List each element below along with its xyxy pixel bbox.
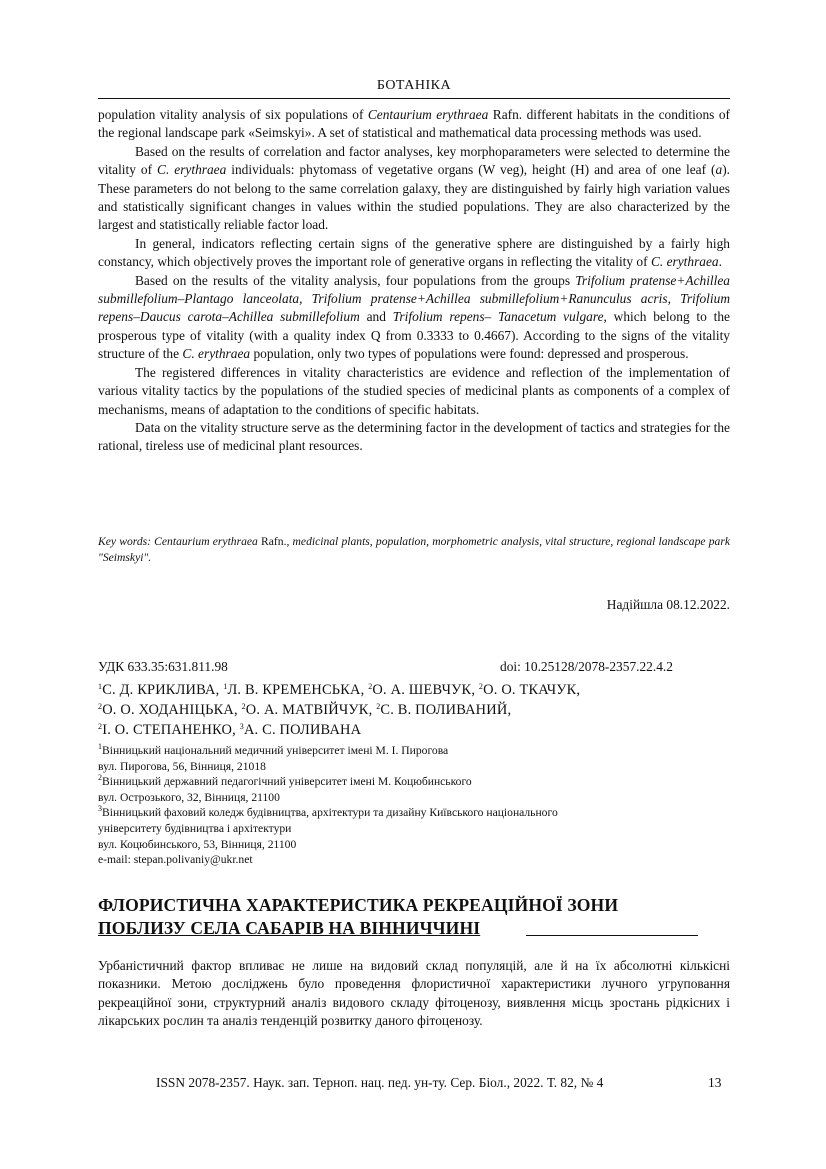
intro-paragraph: Урбаністичний фактор впливає не лише на видовий склад популяцій, але й на їх абсолютні кількісні показники. Метою досліджень було проведення флористичної характеристики лучного угруповання рекреаційної зони, структурний аналіз видового складу фітоценозу, виявлення місць зростань рідкісних і лікарських рослин та аналіз тенденцій розвитку даного фітоценозу. (98, 958, 730, 1029)
affiliation-name: $^3$Вінницький фаховий коледж будівництва, архітектури та дизайну Київського національного (98, 804, 558, 820)
journal-citation: ISSN 2078-2357. Наук. зап. Терноп. нац. пед. ун-ту. Сер. Біол., 2022. Т. 82, № 4 (156, 1075, 604, 1090)
affiliations (98, 743, 730, 868)
abstract-continued (98, 106, 730, 456)
title-underline (526, 935, 698, 936)
abstract-paragraph: Data on the vitality structure serve as the determining factor in the development of tactics and strategies for the rational, tireless use of medicinal plant resources. (98, 419, 730, 454)
doi-link[interactable]: doi: 10.25128/2078-2357.22.4.2 (500, 659, 673, 674)
author-list (98, 681, 730, 740)
abstract-paragraph: Based on the results of the vitality analysis, four populations from the groups Trifolium pratense+Achillea submillefolium–Plantago lanceolata, Trifolium pratense+Achillea submillefolium+Ranunculus acris, Trifolium repens–Daucus carota–Achillea submillefolium and Trifolium repens– Tanacetum vulgare, which belong to the prosperous type of vitality (with a quality index Q from 0.3333 to 0.4667). According to the signs of the vitality structure of the C. erythraea population, only two types of populations were found: depressed and prosperous. (98, 272, 731, 362)
author-line: $^2$О. О. ХОДАНІЦЬКА, $^2$О. А. МАТВІЙЧУК, $^2$С. В. ПОЛИВАНИЙ, (98, 701, 512, 718)
affiliation-address: вул. Острозького, 32, Вінниця, 21100 (98, 790, 280, 804)
title-line: ПОБЛИЗУ СЕЛА САБАРІВ НА ВІННИЧЧИНІ (98, 917, 481, 938)
received-date: Надійшла 08.12.2022. (606, 597, 730, 612)
page-number: 13 (708, 1075, 722, 1090)
affiliation-address: вул. Коцюбинського, 53, Вінниця, 21100 (98, 837, 297, 851)
header-rule (98, 98, 730, 99)
affiliation-name-cont: університету будівництва і архітектури (98, 821, 292, 835)
udk-doi-row (98, 659, 730, 675)
affiliation-name: $^2$Вінницький державний педагогічний університет імені М. Коцюбинського (98, 773, 472, 789)
keywords: Key words: Centaurium erythraea Rafn., medicinal plants, population, morphometric analysis, vital structure, regional landscape park "Seimskyi". (98, 535, 730, 564)
author-line: $^1$С. Д. КРИКЛИВА, $^1$Л. В. КРЕМЕНСЬКА, $^2$О. А. ШЕВЧУК, $^2$О. О. ТКАЧУК, (98, 682, 581, 698)
udk-code: УДК 633.35:631.811.98 (98, 659, 228, 674)
article-intro (98, 957, 730, 1031)
contact-email[interactable]: e-mail: stepan.polivaniy@ukr.net (98, 853, 253, 867)
abstract-paragraph: Based on the results of correlation and factor analyses, key morphoparameters were selected to determine the vitality of C. erythraea individuals: phytomass of vegetative organs (W veg), height (H) and area of one leaf (a). These parameters do not belong to the same correlation galaxy, they are distinguished by fairly high variation values and statistically significant changes in values within the studied populations. They are also characterized by the largest and statistically reliable factor load. (98, 143, 730, 233)
title-line: ФЛОРИСТИЧНА ХАРАКТЕРИСТИКА РЕКРЕАЦІЙНОЇ ЗОНИ (98, 895, 619, 915)
author-line: $^2$І. О. СТЕПАНЕНКО, $^3$А. С. ПОЛИВАНА (98, 721, 362, 738)
abstract-paragraph: population vitality analysis of six populations of Centaurium erythraea Rafn. different habitats in the conditions of the regional landscape park «Seimskyi». A set of statistical and mathematical data processing methods was used. (98, 107, 730, 141)
article-title (98, 894, 730, 939)
abstract-paragraph: In general, indicators reflecting certain signs of the generative sphere are distinguished by a fairly high constancy, which objectively proves the important role of generative organs in reflecting the vitality of C. erythraea. (98, 235, 730, 270)
affiliation-address: вул. Пирогова, 56, Вінниця, 21018 (98, 759, 266, 773)
abstract-paragraph: The registered differences in vitality characteristics are evidence and reflection of the implementation of various vitality tactics by the populations of the studied species of medicinal plants as components of a complex of mechanisms, means of adaptation to the conditions of specific habitats. (98, 364, 730, 417)
affiliation-name: $^1$Вінницький національний медичний університет імені М. І. Пирогова (98, 742, 449, 757)
running-header: БОТАНІКА (376, 78, 452, 93)
